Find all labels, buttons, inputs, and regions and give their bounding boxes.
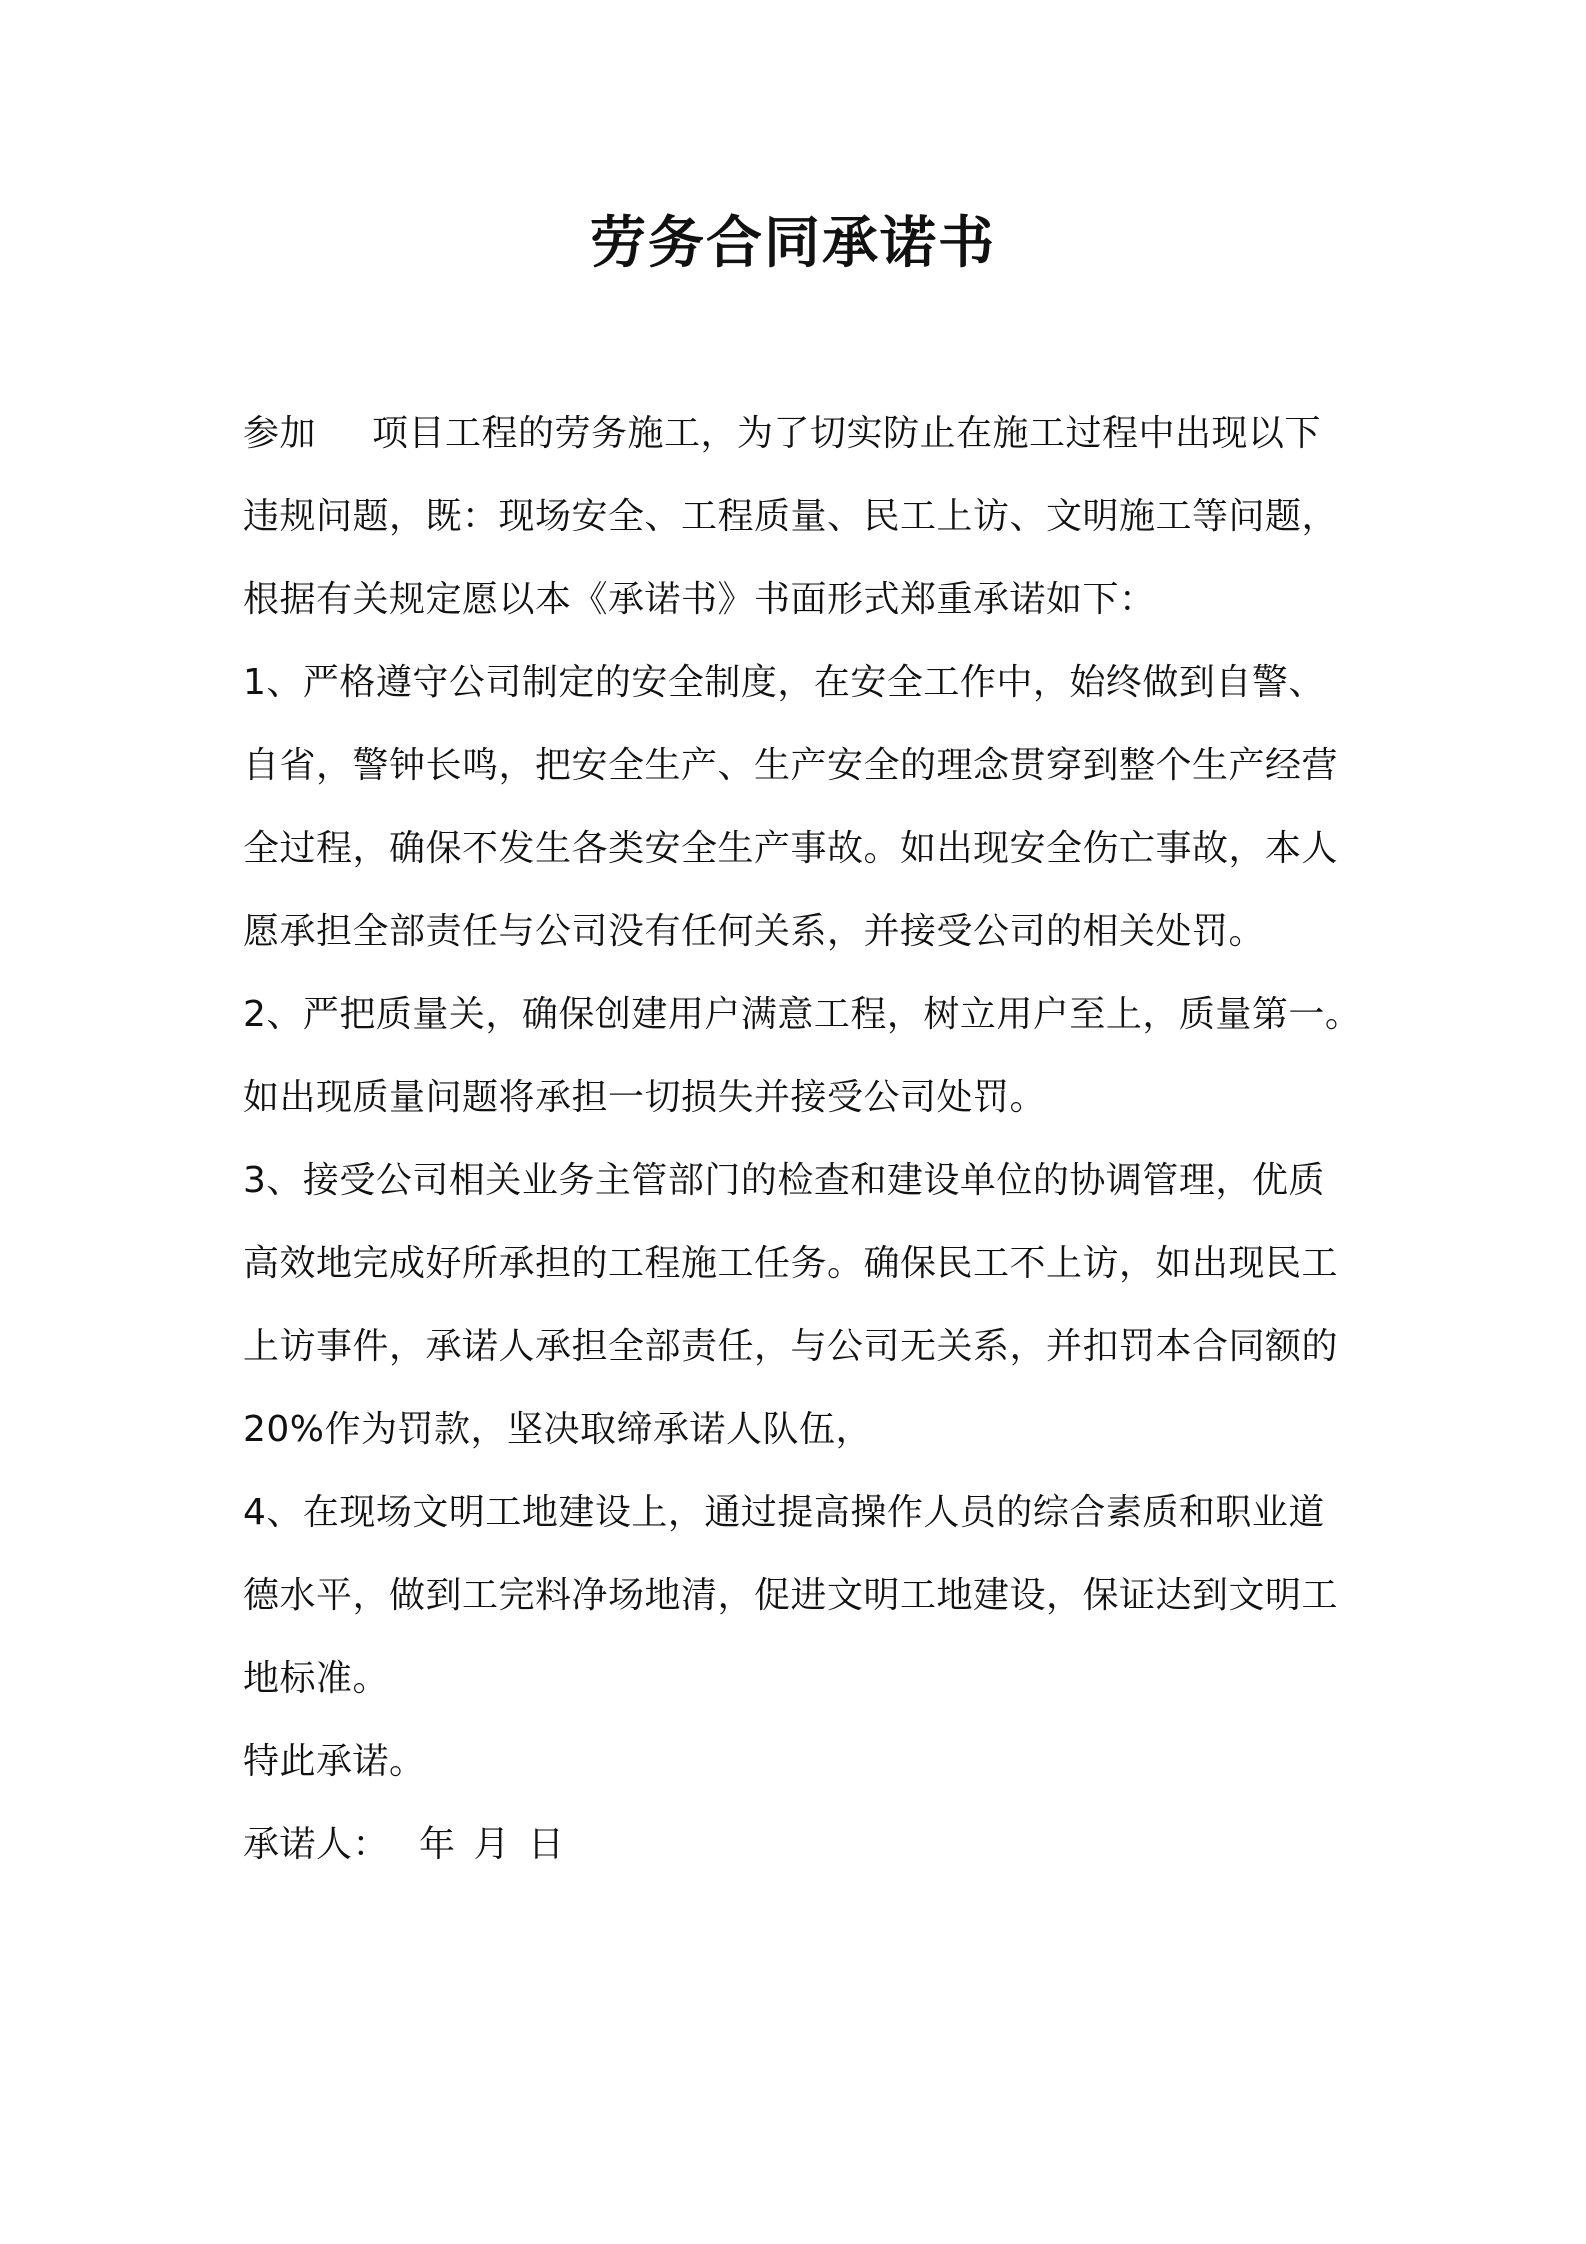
item-3-line-1: 3、接受公司相关业务主管部门的检查和建设单位的协调管理，优质 <box>243 1160 1325 1201</box>
item-2-line-1: 2、严把质量关，确保创建用户满意工程，树立用户至上，质量第一。 <box>243 994 1362 1035</box>
intro-line-3: 根据有关规定愿以本《承诺书》书面形式郑重承诺如下： <box>243 579 1156 620</box>
item-3-line-3: 上访事件，承诺人承担全部责任，与公司无关系，并扣罚本合同额的 <box>243 1326 1339 1367</box>
item-1-line-2: 自省，警钟长鸣，把安全生产、生产安全的理念贯穿到整个生产经营 <box>243 745 1339 786</box>
item-4-line-2: 德水平，做到工完料净场地清，促进文明工地建设，保证达到文明工 <box>243 1575 1339 1616</box>
item-3-line-4: 20%作为罚款，坚决取缔承诺人队伍， <box>243 1409 873 1450</box>
intro-line-1 <box>243 392 1363 475</box>
signature-month: 月 <box>473 1824 511 1865</box>
document-body <box>243 392 1363 1886</box>
signature-year: 年 <box>419 1824 456 1865</box>
item-3-line-2: 高效地完成好所承担的工程施工任务。确保民工不上访，如出现民工 <box>243 1243 1339 1284</box>
item-4-line-1: 4、在现场文明工地建设上，通过提高操作人员的综合素质和职业道 <box>243 1492 1325 1533</box>
intro-line-2: 违规问题，既：现场安全、工程质量、民工上访、文明施工等问题， <box>243 496 1339 537</box>
item-2-line-2: 如出现质量问题将承担一切损失并接受公司处罚。 <box>243 1077 1047 1118</box>
signature-day: 日 <box>528 1824 565 1865</box>
closing-line: 特此承诺。 <box>243 1741 426 1782</box>
intro-prefix: 参加 <box>243 413 317 454</box>
document-title: 劳务合同承诺书 <box>590 211 996 276</box>
item-1-line-1: 1、严格遵守公司制定的安全制度，在安全工作中，始终做到自警、 <box>243 662 1325 703</box>
signature-label: 承诺人： <box>243 1824 390 1865</box>
item-1-line-3: 全过程，确保不发生各类安全生产事故。如出现安全伤亡事故，本人 <box>243 828 1339 869</box>
signature-line <box>243 1803 1363 1886</box>
item-4-line-3: 地标准。 <box>243 1658 390 1699</box>
item-1-line-4: 愿承担全部责任与公司没有任何关系，并接受公司的相关处罚。 <box>243 911 1266 952</box>
intro-line-1-text: 项目工程的劳务施工，为了切实防止在施工过程中出现以下 <box>372 413 1322 454</box>
